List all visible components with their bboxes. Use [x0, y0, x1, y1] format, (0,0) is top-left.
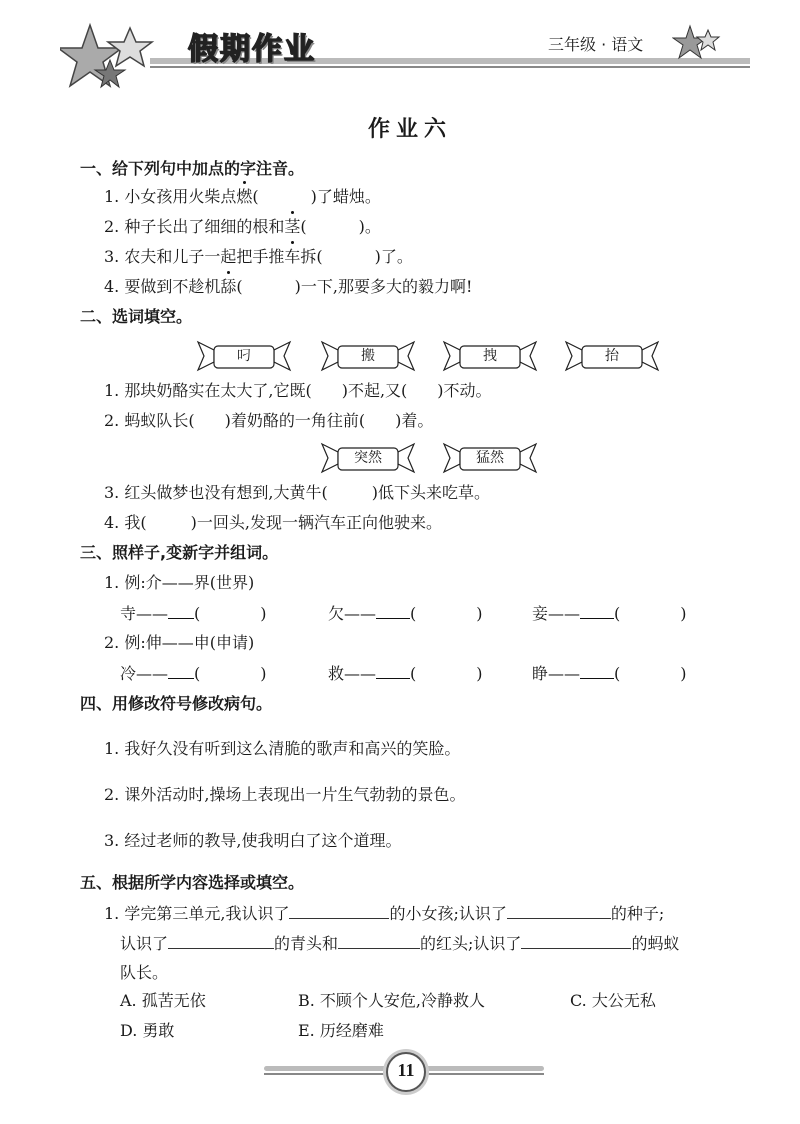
word-candy: [442, 338, 538, 374]
s3-row-1-item: [532, 602, 687, 625]
question-text: 小女孩用火柴点: [124, 187, 237, 206]
fill-blank[interactable]: [338, 932, 420, 949]
question-number: 2.: [104, 411, 120, 430]
paren-close: ): [680, 664, 687, 683]
header-title: 假期作业: [188, 32, 316, 67]
s3-example-2: 2. 例:伸——申(申请): [104, 633, 255, 652]
question-text: 红头做梦也没有想到,大黄牛(: [124, 483, 328, 502]
new-char-blank[interactable]: [168, 602, 194, 619]
s5-option-a[interactable]: A. 孤苦无依: [120, 991, 206, 1010]
question-text: )着奶酪的一角往前(: [224, 411, 366, 430]
char-transform: 救——: [328, 664, 377, 683]
question-text-end: 。: [364, 217, 381, 236]
paren-open: (: [316, 247, 323, 266]
s2-question-4: [104, 512, 442, 534]
s5-line-1: [104, 902, 664, 925]
word-option: 叼: [237, 348, 251, 364]
s3-row-1-item: [328, 602, 483, 625]
paren-close: ): [310, 187, 317, 206]
section-3-heading: 三、照样子,变新字并组词。: [80, 543, 279, 562]
s5-option-b[interactable]: B. 不顾个人安危,冷静救人: [298, 991, 486, 1010]
question-number: 1.: [104, 187, 120, 206]
question-number: 3.: [104, 483, 120, 502]
word-option: 猛然: [476, 450, 504, 466]
section-4-heading: 四、用修改符号修改病句。: [80, 694, 273, 713]
word-option: 拽: [483, 348, 497, 364]
question-text: 1. 学完第三单元,我认识了: [104, 904, 290, 923]
page-title: 作业六: [368, 117, 453, 142]
fill-blank[interactable]: [289, 902, 389, 919]
fill-blank[interactable]: [521, 932, 631, 949]
question-text: )着。: [395, 411, 434, 430]
paren-open: (: [194, 604, 201, 623]
s1-question-2: [104, 216, 381, 238]
word-option: 搬: [361, 348, 375, 364]
new-char-blank[interactable]: [580, 602, 614, 619]
question-text: 的小女孩;认识了: [389, 904, 507, 923]
paren-open: (: [614, 604, 621, 623]
question-number: 1.: [104, 381, 120, 400]
paren-close: ): [358, 217, 365, 236]
question-text: 认识了: [120, 934, 169, 953]
s2-question-3: [104, 482, 490, 504]
question-text: 农夫和儿子一起把手推: [124, 247, 285, 266]
question-text: 蚂蚁队长(: [124, 411, 195, 430]
question-text: 的青头和: [274, 934, 339, 953]
question-text-end: 了蜡烛。: [316, 187, 381, 206]
new-char-blank[interactable]: [376, 662, 410, 679]
dotted-char: 车: [284, 247, 301, 266]
new-char-blank[interactable]: [376, 602, 410, 619]
s4-sentence-1[interactable]: 1. 我好久没有听到这么清脆的歌声和高兴的笑脸。: [104, 739, 461, 758]
question-text: 种子长出了细细的根和: [124, 217, 285, 236]
paren-open: (: [252, 187, 259, 206]
question-text: )一回头,发现一辆汽车正向他驶来。: [190, 513, 442, 532]
word-candy: [564, 338, 660, 374]
s4-sentence-3[interactable]: 3. 经过老师的教导,使我明白了这个道理。: [104, 831, 402, 850]
word-candy: [320, 440, 416, 476]
s1-question-1: [104, 186, 381, 208]
s3-row-1-item: [120, 602, 267, 625]
paren-open: (: [410, 664, 417, 683]
question-text-end: 了。: [380, 247, 413, 266]
dotted-char: 燃: [236, 187, 253, 206]
s1-question-4: [104, 276, 472, 298]
word-option: 突然: [354, 450, 382, 466]
question-number: 4.: [104, 513, 120, 532]
question-number: 3.: [104, 247, 120, 266]
section-2-heading: 二、选词填空。: [80, 307, 193, 326]
paren-close: ): [260, 604, 267, 623]
question-number: 2.: [104, 217, 120, 236]
question-text: 的红头;认识了: [420, 934, 522, 953]
s5-option-c[interactable]: C. 大公无私: [570, 991, 656, 1010]
paren-open: (: [236, 277, 243, 296]
paren-open: (: [410, 604, 417, 623]
page-header: [0, 0, 800, 100]
question-text: 要做到不趁机: [124, 277, 221, 296]
question-text-mid: 拆: [300, 247, 317, 266]
section-1-heading: 一、给下列句中加点的字注音。: [80, 159, 305, 178]
char-transform: 冷——: [120, 664, 169, 683]
section-5-heading: 五、根据所学内容选择或填空。: [80, 873, 305, 892]
char-transform: 妾——: [532, 604, 581, 623]
s3-row-2-item: [120, 662, 267, 685]
paren-close: ): [476, 604, 483, 623]
s3-row-2-item: [532, 662, 687, 685]
s5-line-2: [120, 932, 679, 955]
s5-option-e[interactable]: E. 历经磨难: [298, 1021, 384, 1040]
s1-question-3: [104, 246, 413, 268]
s5-option-d[interactable]: D. 勇敢: [120, 1021, 175, 1040]
fill-blank[interactable]: [507, 902, 611, 919]
new-char-blank[interactable]: [580, 662, 614, 679]
s5-line-3: 队长。: [120, 963, 169, 982]
question-text: )不起,又(: [341, 381, 408, 400]
dotted-char: 茎: [284, 217, 301, 236]
char-transform: 欠——: [328, 604, 377, 623]
paren-close: ): [374, 247, 381, 266]
new-char-blank[interactable]: [168, 662, 194, 679]
s2-question-1: [104, 380, 492, 402]
paren-open: (: [614, 664, 621, 683]
question-text: 那块奶酪实在太大了,它既(: [124, 381, 312, 400]
paren-open: (: [194, 664, 201, 683]
word-candy: [442, 440, 538, 476]
s3-row-2-item: [328, 662, 483, 685]
word-candy: [320, 338, 416, 374]
question-text: 的蚂蚁: [631, 934, 680, 953]
question-text-end: 一下,那要多大的毅力啊!: [300, 277, 473, 296]
char-transform: 睁——: [532, 664, 581, 683]
page-number: 11: [397, 1060, 415, 1080]
question-number: 4.: [104, 277, 120, 296]
paren-close: ): [476, 664, 483, 683]
question-text: 我(: [124, 513, 147, 532]
grade-subject: 三年级 · 语文: [548, 35, 644, 54]
word-candy: [196, 338, 292, 374]
s4-sentence-2[interactable]: 2. 课外活动时,操场上表现出一片生气勃勃的景色。: [104, 785, 466, 804]
char-transform: 寺——: [120, 604, 169, 623]
word-option: 抬: [605, 348, 619, 364]
star-small-icon: [672, 24, 722, 64]
paren-close: ): [260, 664, 267, 683]
s3-example-1: 1. 例:介——界(世界): [104, 573, 255, 592]
question-text: )低下头来吃草。: [371, 483, 490, 502]
paren-open: (: [300, 217, 307, 236]
fill-blank[interactable]: [168, 932, 274, 949]
s2-question-2: [104, 410, 433, 432]
paren-close: ): [294, 277, 301, 296]
paren-close: ): [680, 604, 687, 623]
dotted-char: 舔: [220, 277, 237, 296]
question-text: )不动。: [437, 381, 492, 400]
question-text: 的种子;: [610, 904, 665, 923]
